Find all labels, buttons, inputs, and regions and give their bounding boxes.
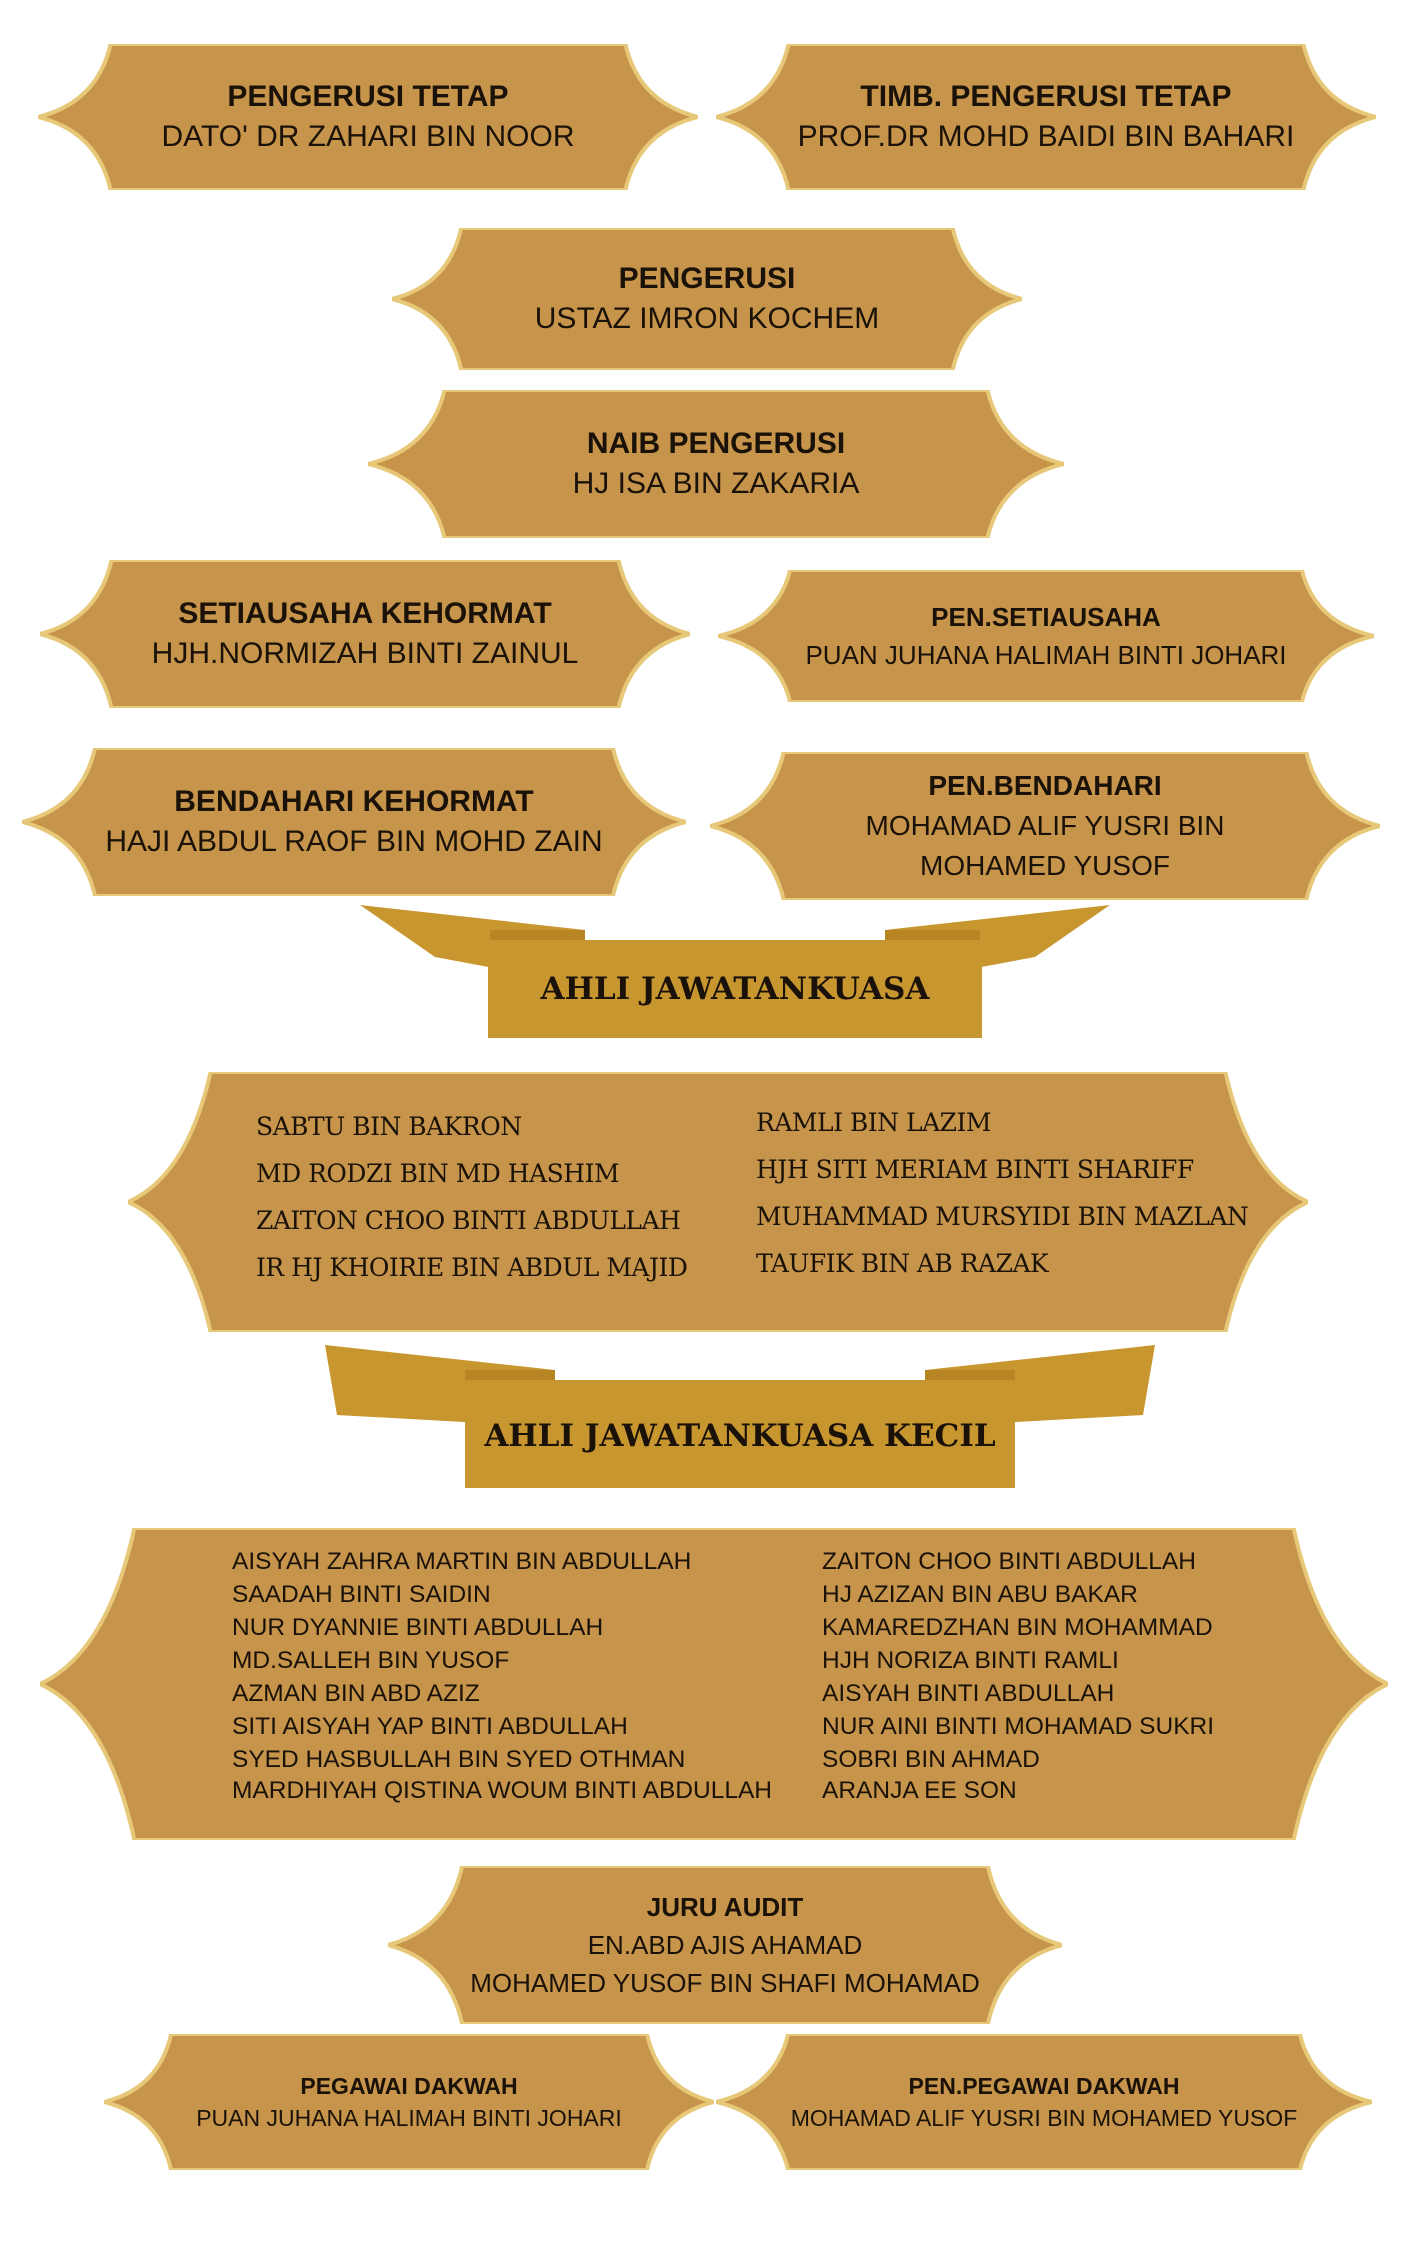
list-item: HJ AZIZAN BIN ABU BAKAR <box>822 1581 1138 1608</box>
list-item: TAUFIK BIN AB RAZAK <box>756 1249 1049 1278</box>
committee-right-column <box>756 1108 1248 1296</box>
person-name: HAJI ABDUL RAOF BIN MOHD ZAIN <box>105 825 603 858</box>
list-item: ZAITON CHOO BINTI ABDULLAH <box>822 1548 1196 1575</box>
list-item: ZAITON CHOO BINTI ABDULLAH <box>256 1206 681 1235</box>
list-item: HJH SITI MERIAM BINTI SHARIFF <box>756 1155 1194 1184</box>
subcommittee-members <box>232 1548 1232 1828</box>
list-item: SOBRI BIN AHMAD <box>822 1746 1040 1773</box>
person-name: PUAN JUHANA HALIMAH BINTI JOHARI <box>805 640 1287 670</box>
role-title: SETIAUSAHA KEHORMAT <box>178 597 552 630</box>
assistant-secretary-plaque <box>718 570 1374 702</box>
role-title: PEGAWAI DAKWAH <box>300 2073 518 2099</box>
subcommittee-right-column <box>822 1548 1214 1810</box>
assistant-treasurer-plaque <box>710 752 1380 900</box>
list-item: NUR AINI BINTI MOHAMAD SUKRI <box>822 1713 1215 1740</box>
person-name: HJ ISA BIN ZAKARIA <box>572 467 860 500</box>
list-item: MD.SALLEH BIN YUSOF <box>232 1647 510 1674</box>
person-name-line1: MOHAMAD ALIF YUSRI BIN <box>865 810 1225 841</box>
role-title: PEN.SETIAUSAHA <box>931 602 1161 632</box>
committee-ribbon <box>360 905 1110 1045</box>
dakwah-officer-plaque <box>104 2034 714 2170</box>
person-name: PROF.DR MOHD BAIDI BIN BAHARI <box>797 120 1295 153</box>
subcommittee-title: AHLI JAWATANKUASA KECIL <box>484 1418 996 1454</box>
deputy-chairman-permanent-plaque <box>716 44 1376 190</box>
list-item: SITI AISYAH YAP BINTI ABDULLAH <box>232 1713 628 1740</box>
list-item: MD RODZI BIN MD HASHIM <box>256 1159 620 1188</box>
list-item: NUR DYANNIE BINTI ABDULLAH <box>232 1614 604 1641</box>
auditors-plaque <box>388 1866 1062 2024</box>
vice-chairman-plaque <box>368 390 1064 538</box>
chairman-permanent-plaque <box>38 44 698 190</box>
committee-left-column <box>256 1112 687 1300</box>
list-item: AISYAH BINTI ABDULLAH <box>822 1680 1115 1707</box>
person-name: PUAN JUHANA HALIMAH BINTI JOHARI <box>196 2105 622 2131</box>
role-title: NAIB PENGERUSI <box>586 427 846 460</box>
person-name-line2: MOHAMED YUSOF <box>920 850 1170 881</box>
role-title: PEN.BENDAHARI <box>928 770 1162 801</box>
person-name: MOHAMAD ALIF YUSRI BIN MOHAMED YUSOF <box>790 2105 1298 2131</box>
honorary-treasurer-plaque <box>22 748 686 896</box>
subcommittee-left-column <box>232 1548 772 1810</box>
dakwah-assistant-officer-plaque <box>716 2034 1372 2170</box>
role-title: JURU AUDIT <box>646 1892 804 1922</box>
role-title: TIMB. PENGERUSI TETAP <box>860 80 1232 113</box>
role-title: PEN.PEGAWAI DAKWAH <box>908 2073 1180 2099</box>
role-title: PENGERUSI TETAP <box>227 80 509 113</box>
person-name: HJH.NORMIZAH BINTI ZAINUL <box>151 637 579 670</box>
role-title: PENGERUSI <box>618 262 796 295</box>
person-name: DATO' DR ZAHARI BIN NOOR <box>161 120 575 153</box>
person-name: USTAZ IMRON KOCHEM <box>534 302 880 335</box>
list-item: KAMAREDZHAN BIN MOHAMMAD <box>822 1614 1213 1641</box>
list-item: RAMLI BIN LAZIM <box>756 1108 991 1137</box>
auditor-name-1: EN.ABD AJIS AHAMAD <box>587 1930 863 1960</box>
list-item: AISYAH ZAHRA MARTIN BIN ABDULLAH <box>232 1548 692 1575</box>
chairman-plaque <box>392 228 1022 370</box>
honorary-secretary-plaque <box>40 560 690 708</box>
list-item: ARANJA EE SON <box>822 1777 1017 1804</box>
list-item: SABTU BIN BAKRON <box>256 1112 522 1141</box>
list-item: SAADAH BINTI SAIDIN <box>232 1581 491 1608</box>
auditor-name-2: MOHAMED YUSOF BIN SHAFI MOHAMAD <box>470 1968 980 1998</box>
list-item: IR HJ KHOIRIE BIN ABDUL MAJID <box>256 1253 688 1282</box>
role-title: BENDAHARI KEHORMAT <box>174 785 534 818</box>
list-item: AZMAN BIN ABD AZIZ <box>232 1680 480 1707</box>
list-item: SYED HASBULLAH BIN SYED OTHMAN <box>232 1746 686 1773</box>
committee-members <box>256 1108 1256 1312</box>
list-item: HJH NORIZA BINTI RAMLI <box>822 1647 1119 1674</box>
list-item: MARDHIYAH QISTINA WOUM BINTI ABDULLAH <box>232 1777 772 1804</box>
subcommittee-ribbon <box>325 1345 1155 1495</box>
committee-title: AHLI JAWATANKUASA <box>540 971 930 1007</box>
list-item: MUHAMMAD MURSYIDI BIN MAZLAN <box>756 1202 1249 1231</box>
